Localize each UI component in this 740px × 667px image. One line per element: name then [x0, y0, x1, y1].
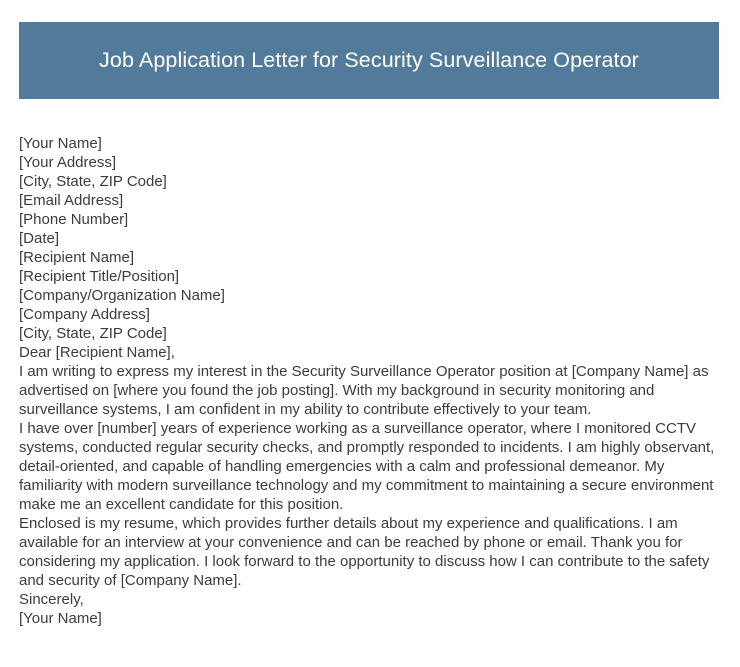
body-paragraph-1: I am writing to express my interest in the Security Surveillance Operator position at [Company Name] as advertised on [where you found the job posting]. With my background in security monitoring and surveillance systems, I am confident in my ability to contribute effectively to your team. [19, 363, 709, 418]
sender-line-name: [Your Name] [19, 135, 102, 152]
sender-line-email: [Email Address] [19, 192, 124, 209]
recipient-line-company: [Company/Organization Name] [19, 287, 225, 304]
letter-body [19, 134, 721, 628]
sender-line-address: [Your Address] [19, 154, 117, 171]
page-title: Job Application Letter for Security Surveillance Operator [99, 47, 639, 72]
recipient-line-name: [Recipient Name] [19, 249, 135, 266]
salutation: Dear [Recipient Name], [19, 344, 175, 361]
body-paragraph-2: I have over [number] years of experience working as a surveillance operator, where I monitored CCTV systems, conducted regular security checks, and promptly responded to incidents. I am highly observant, detail-oriented, and capable of handling emergencies with a calm and professional demeanor. My familiarity with modern surveillance technology and my commitment to maintaining a secure environment make me an excellent candidate for this position. [19, 420, 715, 513]
header-banner [19, 22, 719, 99]
body-paragraph-3: Enclosed is my resume, which provides further details about my experience and qualifications. I am available for an interview at your convenience and can be reached by phone or email. Thank you for considering my application. I look forward to the opportunity to discuss how I can contribute to the safety and security of [Company Name]. [19, 515, 710, 589]
sender-line-date: [Date] [19, 230, 60, 247]
sender-line-phone: [Phone Number] [19, 211, 129, 228]
sender-address-block [19, 134, 721, 248]
recipient-address-block [19, 248, 721, 343]
recipient-line-city-state-zip: [City, State, ZIP Code] [19, 325, 167, 342]
closing: Sincerely, [19, 591, 84, 608]
recipient-line-title: [Recipient Title/Position] [19, 268, 180, 285]
sender-line-city-state-zip: [City, State, ZIP Code] [19, 173, 167, 190]
signature-name: [Your Name] [19, 610, 102, 627]
recipient-line-address: [Company Address] [19, 306, 150, 323]
